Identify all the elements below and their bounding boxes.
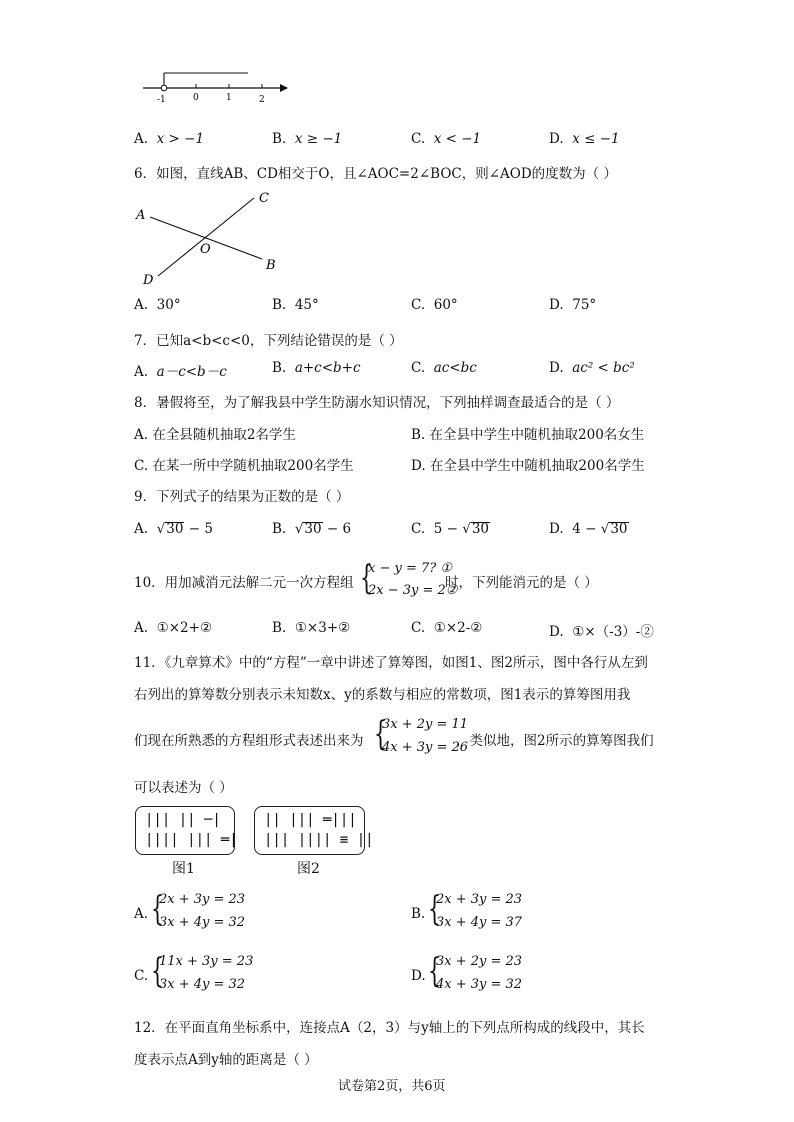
label-B: B: [266, 258, 276, 273]
option-d: D. 75°: [549, 297, 597, 313]
tick-label: 1: [226, 93, 232, 103]
equation-brace: {: [428, 951, 441, 991]
option-b: B. 在全县中学生中随机抽取200名女生: [411, 427, 645, 443]
option-b: B. a+c<b+c: [272, 360, 361, 376]
option-c: C. ①×2-②: [411, 620, 483, 636]
rod-row: ||| || ─|: [145, 812, 221, 828]
tick-label: 2: [259, 95, 265, 105]
equation-line: x − y = 7? ①: [368, 561, 453, 576]
figure-caption: 图1: [172, 861, 195, 877]
equation-line: 2x + 3y = 23: [436, 892, 523, 907]
q11-line: 可以表述为（ ）: [134, 780, 233, 796]
rod-row: |||| ||| ═|: [145, 832, 238, 848]
number-line-figure: [140, 68, 290, 108]
equation-line: 11x + 3y = 23: [159, 954, 254, 969]
figure-caption: 图2: [297, 861, 320, 877]
option-b: B. ①×3+②: [272, 620, 351, 636]
q11-line: 右列出的算筹数分别表示未知数x、y的系数与相应的常数项，图1表示的算筹图用我: [134, 687, 631, 703]
option-c: C. ac<bc: [411, 360, 477, 376]
option-a: A. a－c<b－c: [134, 364, 227, 380]
option-d: D. ①×（-3）-②: [549, 624, 654, 640]
equation-line: 2x + 3y = 23: [159, 892, 246, 907]
q9-stem: 9．下列式子的结果为正数的是（ ）: [134, 489, 350, 505]
label-D: D: [143, 273, 154, 288]
counting-rod-figure-2: [254, 806, 374, 855]
option-c: C. 60°: [411, 297, 458, 313]
option-c: C. 5 − √30: [411, 521, 490, 537]
option-d: D. x ≤ −1: [549, 131, 620, 147]
option-d: D.: [411, 968, 426, 984]
equation-brace: {: [360, 558, 373, 598]
q8-stem: 8．暑假将至，为了解我县中学生防溺水知识情况，下列抽样调查最适合的是（ ）: [134, 395, 620, 411]
equation-line: 3x + 4y = 37: [436, 915, 523, 930]
intersecting-lines-figure: [130, 186, 290, 290]
equation-brace: {: [151, 889, 164, 929]
q6-stem: 6．如图，直线AB、CD相交于O，且∠AOC=2∠BOC，则∠AOD的度数为（ ）: [134, 166, 617, 182]
q11-line: ，类似地，图2所示的算筹图我们: [456, 733, 654, 749]
option-b: B. √30 − 6: [272, 521, 352, 537]
q11-line: 们现在所熟悉的方程组形式表述出来为: [134, 733, 364, 749]
option-a: A. ①×2+②: [134, 620, 213, 636]
equation-line: 4x + 3y = 26: [382, 740, 469, 755]
option-b: B. 45°: [272, 297, 319, 313]
option-a: A. 30°: [134, 297, 181, 313]
equation-brace: {: [374, 714, 387, 754]
equation-line: 3x + 4y = 32: [159, 977, 246, 992]
label-A: A: [136, 208, 146, 223]
option-b: B.: [411, 906, 426, 922]
option-c: C.: [134, 968, 149, 984]
option-b: B. x ≥ −1: [272, 131, 343, 147]
q10-stem-after: 时，下列能消元的是（ ）: [445, 575, 598, 591]
q12-line: 12．在平面直角坐标系中，连接点A（2，3）与y轴上的下列点所构成的线段中，其长: [134, 1020, 645, 1036]
equation-line: 2x − 3y = 2②: [368, 583, 458, 598]
q10-stem-before: 10．用加减消元法解二元一次方程组: [134, 575, 354, 591]
rod-row: ||| |||| ≡ ||: [264, 832, 374, 848]
equation-line: 3x + 2y = 11: [382, 717, 469, 732]
option-a: A. 在全县随机抽取2名学生: [134, 427, 296, 443]
option-c: C. 在某一所中学随机抽取200名学生: [134, 458, 354, 474]
option-d: D. ac² < bc²: [549, 360, 635, 376]
option-a: A. √30 − 5: [134, 521, 213, 537]
page-footer: 试卷第2页，共6页: [338, 1079, 446, 1094]
q7-stem: 7．已知a<b<c<0，下列结论错误的是（ ）: [134, 333, 403, 349]
label-C: C: [259, 191, 269, 206]
option-c: C. x < −1: [411, 131, 482, 147]
counting-rod-figure-1: [135, 806, 238, 855]
option-a: A. x > −1: [134, 131, 205, 147]
q11-line: 11．《九章算术》中的“方程”一章中讲述了算筹图，如图1、图2所示，图中各行从左到: [134, 655, 648, 671]
rod-row: || ||| ═|||: [264, 812, 357, 828]
option-d: D. 在全县中学生中随机抽取200名学生: [411, 458, 645, 474]
tick-label: -1: [157, 95, 166, 105]
equation-line: 3x + 4y = 32: [159, 915, 246, 930]
q12-line: 度表示点A到y轴的距离是（ ）: [134, 1052, 318, 1068]
equation-line: 4x + 3y = 32: [436, 977, 523, 992]
tick-label: 0: [193, 93, 199, 103]
equation-line: 3x + 2y = 23: [436, 954, 523, 969]
option-a: A.: [134, 906, 149, 922]
equation-brace: {: [151, 951, 164, 991]
label-O: O: [200, 242, 211, 257]
option-d: D. 4 − √30: [549, 521, 628, 537]
equation-brace: {: [428, 889, 441, 929]
